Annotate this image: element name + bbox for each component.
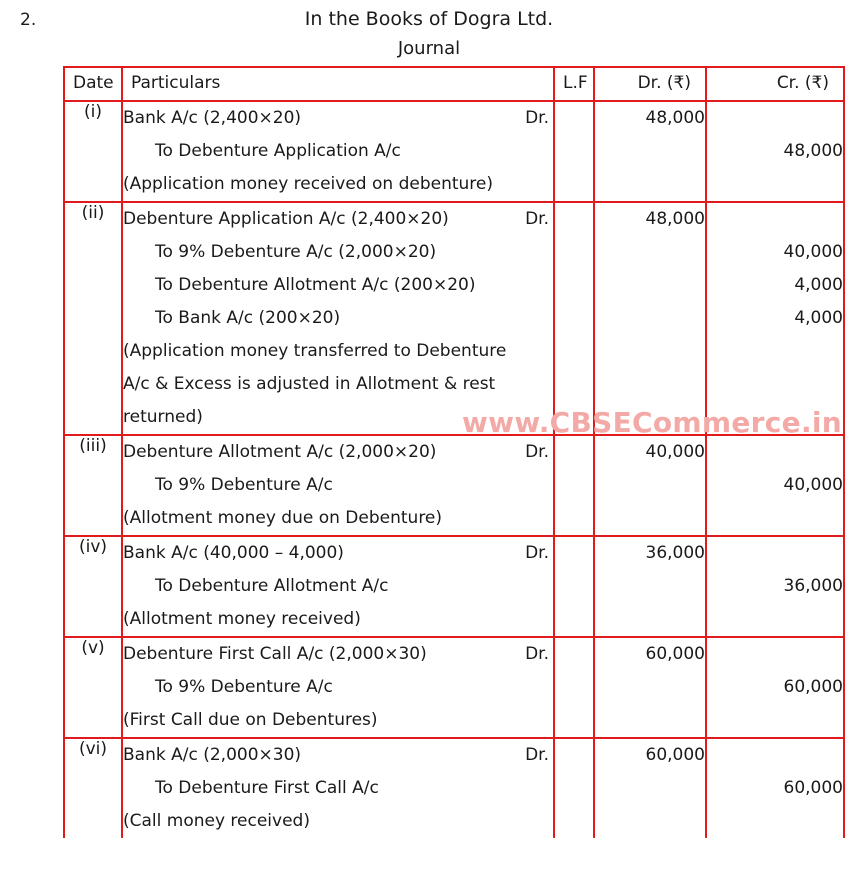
credit-amount: [707, 739, 843, 772]
cell-date: (iii): [64, 435, 122, 536]
journal-table: [63, 66, 845, 838]
page-subtitle: Journal: [397, 38, 461, 59]
cell-date: (v): [64, 637, 122, 738]
dr-tag: Dr.: [525, 442, 549, 462]
particulars-line: [123, 269, 553, 302]
cell-debit: [594, 202, 706, 435]
cell-particulars: [122, 738, 554, 838]
table-body: [64, 101, 844, 838]
particulars-line: [123, 638, 553, 671]
particulars-text: (Application money transferred to Debenture: [123, 341, 507, 361]
credit-amount: [707, 502, 843, 535]
debit-amount: [595, 335, 705, 368]
cell-particulars: [122, 536, 554, 637]
particulars-line: [123, 570, 553, 603]
credit-amount: 48,000: [783, 141, 843, 161]
debit-amount: 48,000: [645, 209, 705, 229]
particulars-text: returned): [123, 407, 203, 427]
dr-tag: Dr.: [525, 108, 549, 128]
cell-date: (vi): [64, 738, 122, 838]
cell-date: (iv): [64, 536, 122, 637]
credit-amount: [707, 368, 843, 401]
dr-tag: Dr.: [525, 209, 549, 229]
particulars-text: Bank A/c (2,000×30): [123, 745, 302, 765]
particulars-text: To Debenture Application A/c: [155, 141, 401, 161]
cell-debit: [594, 101, 706, 202]
column-header-date: Date: [64, 67, 122, 101]
debit-amount: [595, 269, 705, 302]
table-row: [64, 435, 844, 536]
particulars-line: [123, 671, 553, 704]
particulars-text: To 9% Debenture A/c: [155, 677, 333, 697]
cell-debit: [594, 536, 706, 637]
question-number: 2.: [20, 10, 37, 30]
dr-tag: Dr.: [525, 543, 549, 563]
debit-amount: [595, 704, 705, 737]
particulars-line: [123, 236, 553, 269]
cell-particulars: [122, 435, 554, 536]
debit-amount: 40,000: [645, 442, 705, 462]
particulars-text: To Debenture Allotment A/c (200×20): [155, 275, 476, 295]
column-header-debit: Dr. (₹): [594, 67, 706, 101]
credit-amount: 40,000: [783, 475, 843, 495]
particulars-line: [123, 772, 553, 805]
particulars-line: [123, 603, 553, 636]
dr-tag: Dr.: [525, 745, 549, 765]
particulars-text: Debenture Allotment A/c (2,000×20): [123, 442, 437, 462]
particulars-text: Debenture First Call A/c (2,000×30): [123, 644, 427, 664]
debit-amount: [595, 805, 705, 838]
credit-amount: [707, 603, 843, 636]
particulars-text: Debenture Application A/c (2,400×20): [123, 209, 449, 229]
credit-amount: [707, 401, 843, 434]
credit-amount: 40,000: [783, 242, 843, 262]
cell-debit: [594, 435, 706, 536]
particulars-line: [123, 469, 553, 502]
particulars-text: (Application money received on debenture): [123, 174, 493, 194]
credit-amount: 60,000: [783, 778, 843, 798]
credit-amount: 36,000: [783, 576, 843, 596]
credit-amount: [707, 704, 843, 737]
cell-date: (i): [64, 101, 122, 202]
particulars-line: [123, 203, 553, 236]
cell-credit: [706, 101, 844, 202]
column-header-lf: L.F: [554, 67, 594, 101]
particulars-text: To Debenture First Call A/c: [155, 778, 379, 798]
particulars-line: [123, 436, 553, 469]
particulars-line: [123, 739, 553, 772]
particulars-text: To 9% Debenture A/c: [155, 475, 333, 495]
debit-amount: [595, 302, 705, 335]
particulars-text: To Bank A/c (200×20): [155, 308, 341, 328]
particulars-line: [123, 102, 553, 135]
particulars-text: A/c & Excess is adjusted in Allotment & rest: [123, 374, 496, 394]
column-header-credit: Cr. (₹): [706, 67, 844, 101]
particulars-line: [123, 335, 553, 368]
cell-lf: [554, 202, 594, 435]
particulars-text: (Allotment money due on Debenture): [123, 508, 443, 528]
cell-credit: [706, 637, 844, 738]
cell-credit: [706, 536, 844, 637]
cell-debit: [594, 637, 706, 738]
credit-amount: [707, 335, 843, 368]
debit-amount: 60,000: [645, 644, 705, 664]
particulars-line: [123, 302, 553, 335]
table-header-row: [64, 67, 844, 101]
cell-lf: [554, 738, 594, 838]
debit-amount: [595, 135, 705, 168]
particulars-text: To 9% Debenture A/c (2,000×20): [155, 242, 437, 262]
cell-debit: [594, 738, 706, 838]
particulars-text: To Debenture Allotment A/c: [155, 576, 389, 596]
debit-amount: [595, 236, 705, 269]
debit-amount: [595, 401, 705, 434]
debit-amount: [595, 368, 705, 401]
cell-particulars: [122, 202, 554, 435]
column-header-particulars: Particulars: [122, 67, 554, 101]
cell-lf: [554, 637, 594, 738]
cell-lf: [554, 536, 594, 637]
cell-credit: [706, 435, 844, 536]
particulars-line: [123, 704, 553, 737]
table-row: [64, 202, 844, 435]
debit-amount: [595, 502, 705, 535]
particulars-text: (Call money received): [123, 811, 310, 831]
cell-particulars: [122, 637, 554, 738]
credit-amount: 60,000: [783, 677, 843, 697]
debit-amount: [595, 469, 705, 502]
particulars-line: [123, 401, 553, 434]
table-row: [64, 738, 844, 838]
page-title: In the Books of Dogra Ltd.: [304, 8, 554, 30]
particulars-text: Bank A/c (2,400×20): [123, 108, 302, 128]
cell-particulars: [122, 101, 554, 202]
cell-lf: [554, 101, 594, 202]
table-row: [64, 637, 844, 738]
particulars-text: Bank A/c (40,000 – 4,000): [123, 543, 344, 563]
credit-amount: [707, 102, 843, 135]
debit-amount: 36,000: [645, 543, 705, 563]
debit-amount: [595, 570, 705, 603]
cell-lf: [554, 435, 594, 536]
cell-credit: [706, 202, 844, 435]
particulars-line: [123, 135, 553, 168]
debit-amount: 60,000: [645, 745, 705, 765]
cell-date: (ii): [64, 202, 122, 435]
dr-tag: Dr.: [525, 644, 549, 664]
table-row: [64, 101, 844, 202]
credit-amount: [707, 436, 843, 469]
debit-amount: [595, 603, 705, 636]
particulars-text: (Allotment money received): [123, 609, 361, 629]
credit-amount: [707, 203, 843, 236]
credit-amount: [707, 638, 843, 671]
particulars-text: (First Call due on Debentures): [123, 710, 378, 730]
credit-amount: 4,000: [794, 308, 843, 328]
particulars-line: [123, 805, 553, 838]
table-row: [64, 536, 844, 637]
debit-amount: [595, 168, 705, 201]
particulars-line: [123, 168, 553, 201]
credit-amount: [707, 537, 843, 570]
credit-amount: [707, 805, 843, 838]
particulars-line: [123, 502, 553, 535]
particulars-line: [123, 537, 553, 570]
debit-amount: 48,000: [645, 108, 705, 128]
credit-amount: [707, 168, 843, 201]
particulars-line: [123, 368, 553, 401]
watermark: www.CBSECommerce.in: [462, 406, 843, 439]
cell-credit: [706, 738, 844, 838]
credit-amount: 4,000: [794, 275, 843, 295]
debit-amount: [595, 671, 705, 704]
debit-amount: [595, 772, 705, 805]
